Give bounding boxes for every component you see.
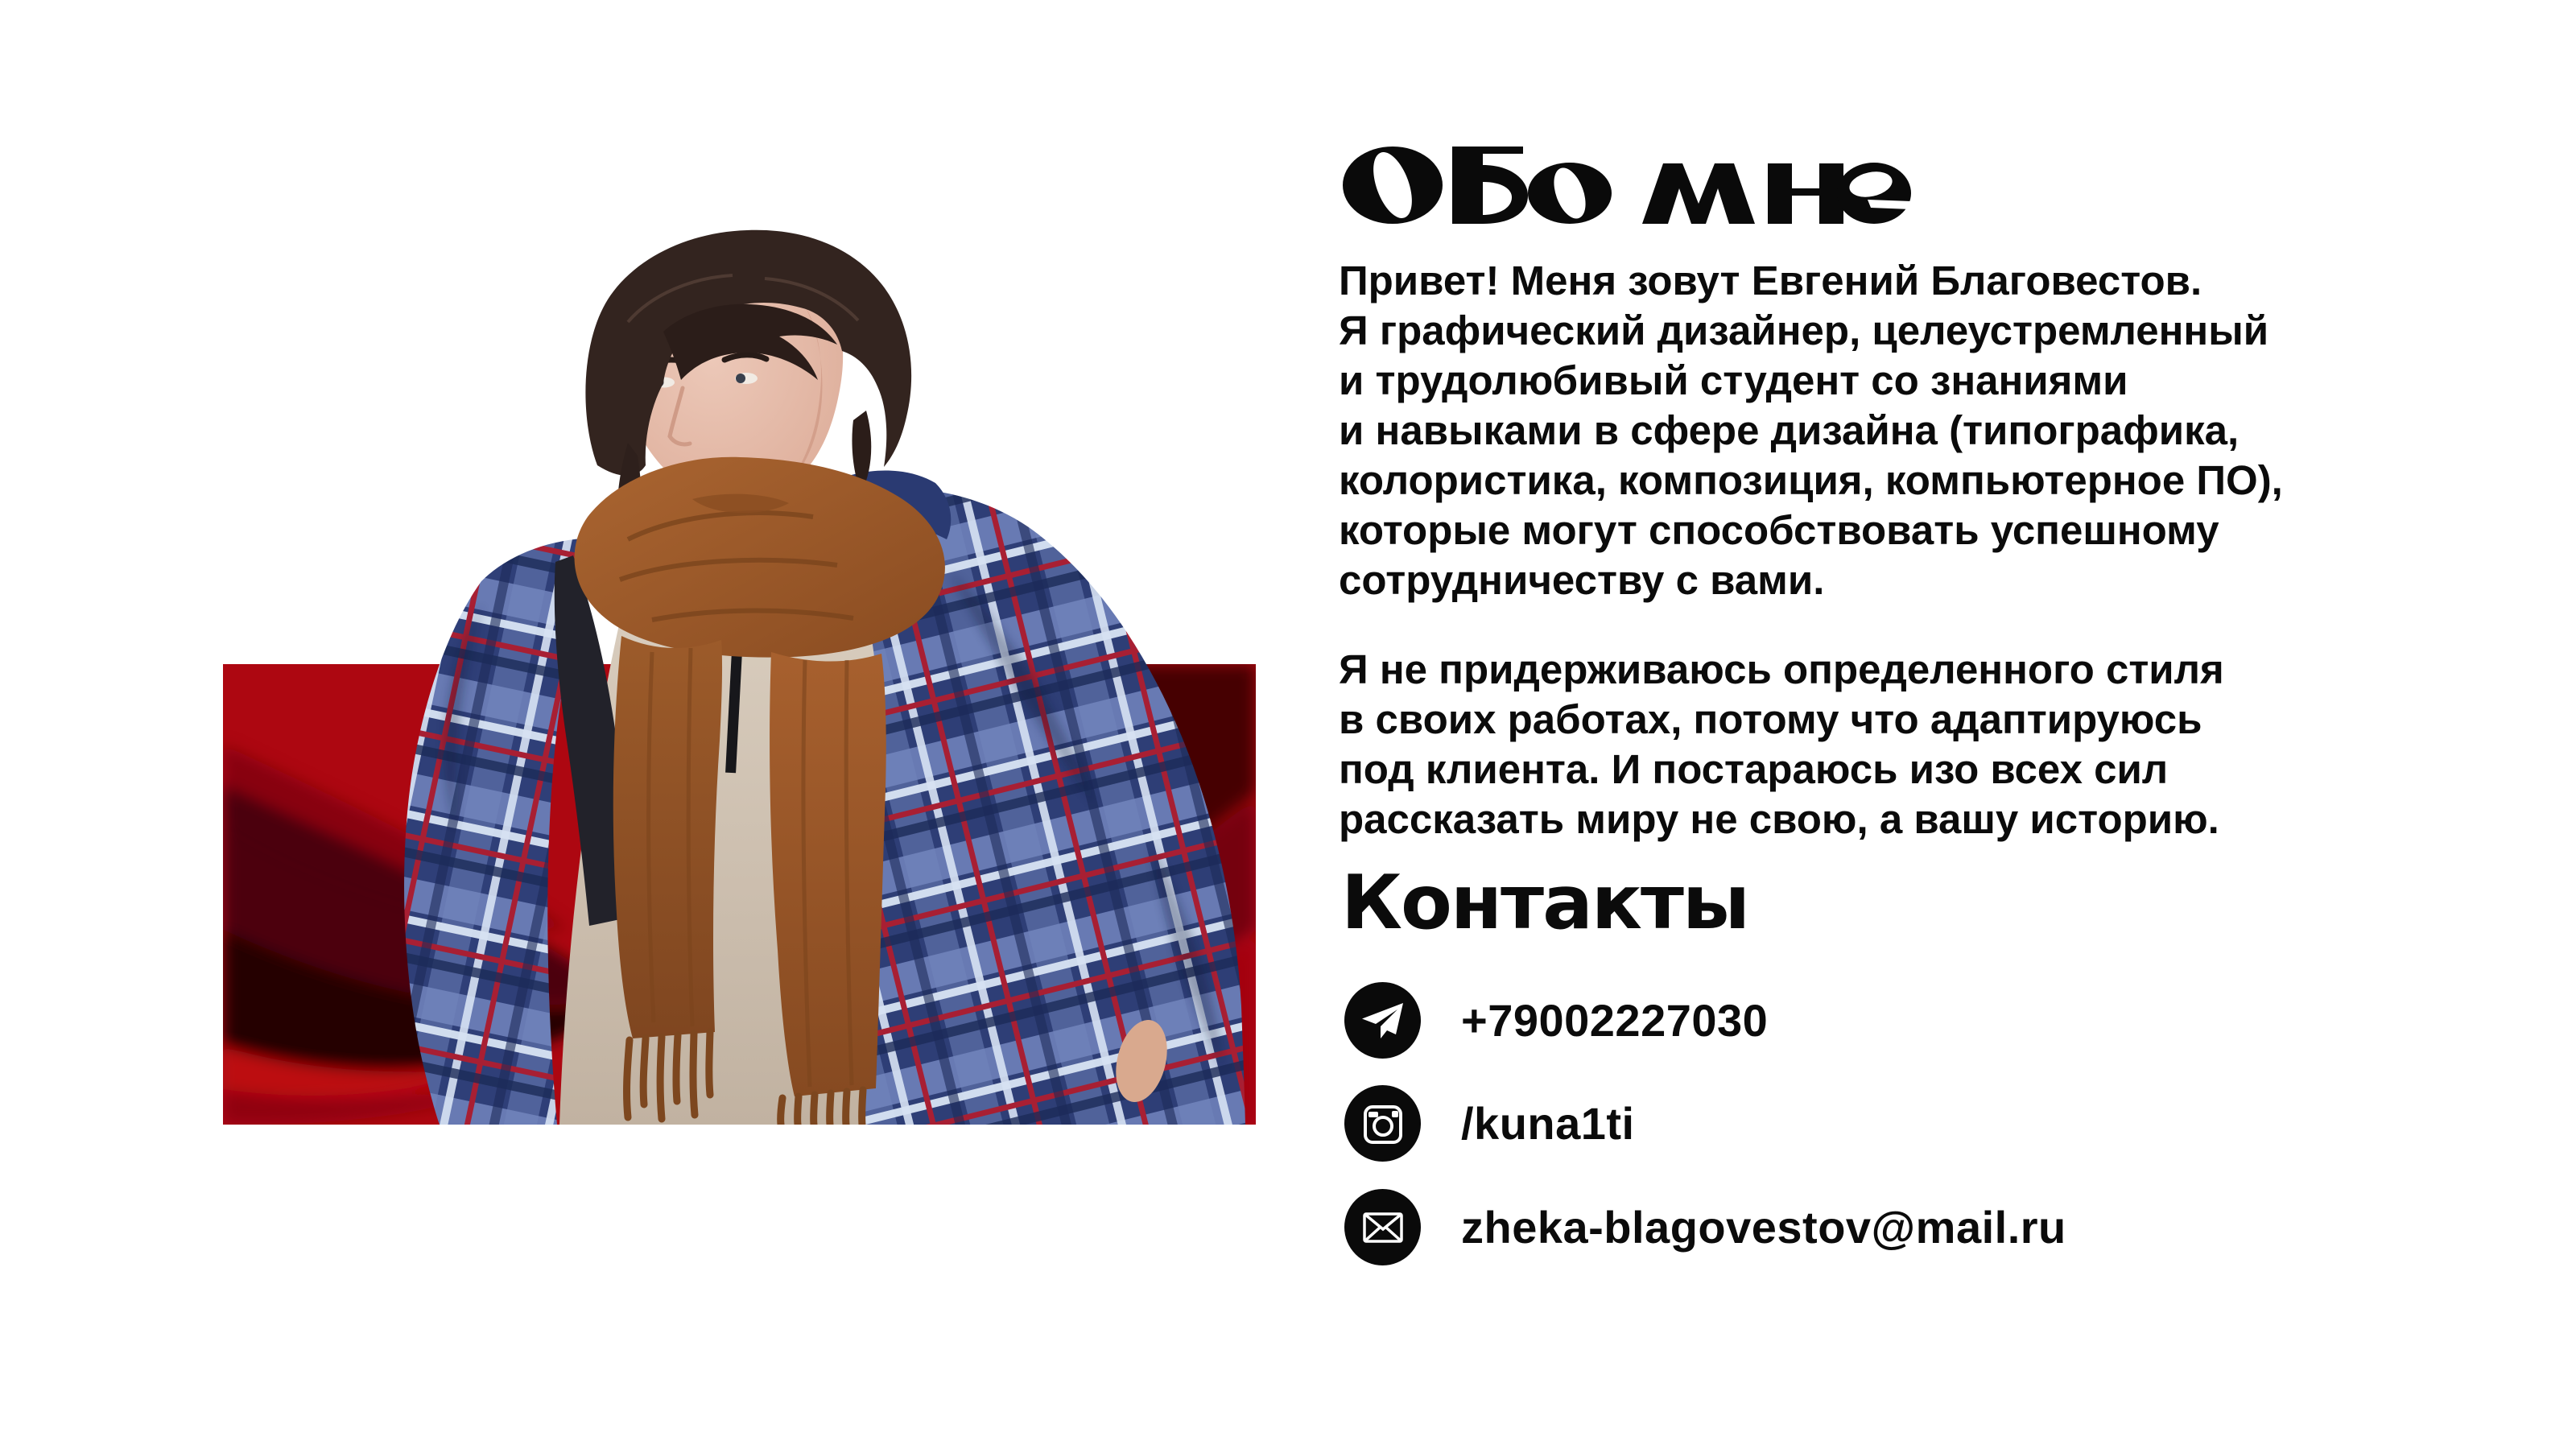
paragraph-line: и навыками в сфере дизайна (типографика, (1339, 407, 2240, 453)
paragraph-line: сотрудничеству с вами. (1339, 557, 1825, 603)
contact-instagram[interactable]: /kuna1ti (1461, 1098, 1635, 1149)
telegram-icon[interactable] (1344, 982, 1421, 1059)
portrait-illustration (386, 121, 1256, 1125)
contact-row-telegram[interactable] (1344, 982, 1768, 1059)
paragraph-line: в своих работах, потому что адаптируюсь (1339, 696, 2202, 742)
paragraph-line: колористика, композиция, компьютерное ПО), (1339, 457, 2283, 503)
contact-row-email[interactable] (1344, 1189, 2066, 1265)
instagram-icon[interactable] (1344, 1085, 1421, 1162)
page-title-display (1343, 121, 1914, 242)
paragraph-line: которые могут способствовать успешному (1339, 507, 2219, 553)
paragraph-line: и трудолюбивый студент со знаниями (1339, 357, 2128, 403)
about-paragraph-2 (1339, 645, 2224, 844)
contact-email[interactable]: zheka-blagovestov@mail.ru (1461, 1202, 2066, 1253)
paragraph-line: под клиента. И постараюсь изо всех сил (1339, 746, 2169, 792)
paragraph-line: Я графический дизайнер, целеустремленный (1339, 308, 2269, 353)
scarf-tail-left (613, 636, 722, 1038)
portrait-photo (386, 121, 1256, 1125)
contact-row-instagram[interactable] (1344, 1085, 1635, 1162)
paragraph-line: рассказать миру не свою, а вашу историю. (1339, 796, 2219, 842)
paragraph-line: Я не придерживаюсь определенного стиля (1339, 646, 2224, 692)
page-title (1343, 121, 1914, 242)
scarf-tail-right (770, 652, 886, 1096)
contacts-heading: Контакты (1341, 859, 1748, 946)
email-icon[interactable] (1344, 1189, 1421, 1265)
contact-phone[interactable]: +79002227030 (1461, 995, 1769, 1046)
paragraph-line: Привет! Меня зовут Евгений Благовестов. (1339, 258, 2202, 303)
about-paragraph-1 (1339, 256, 2283, 605)
